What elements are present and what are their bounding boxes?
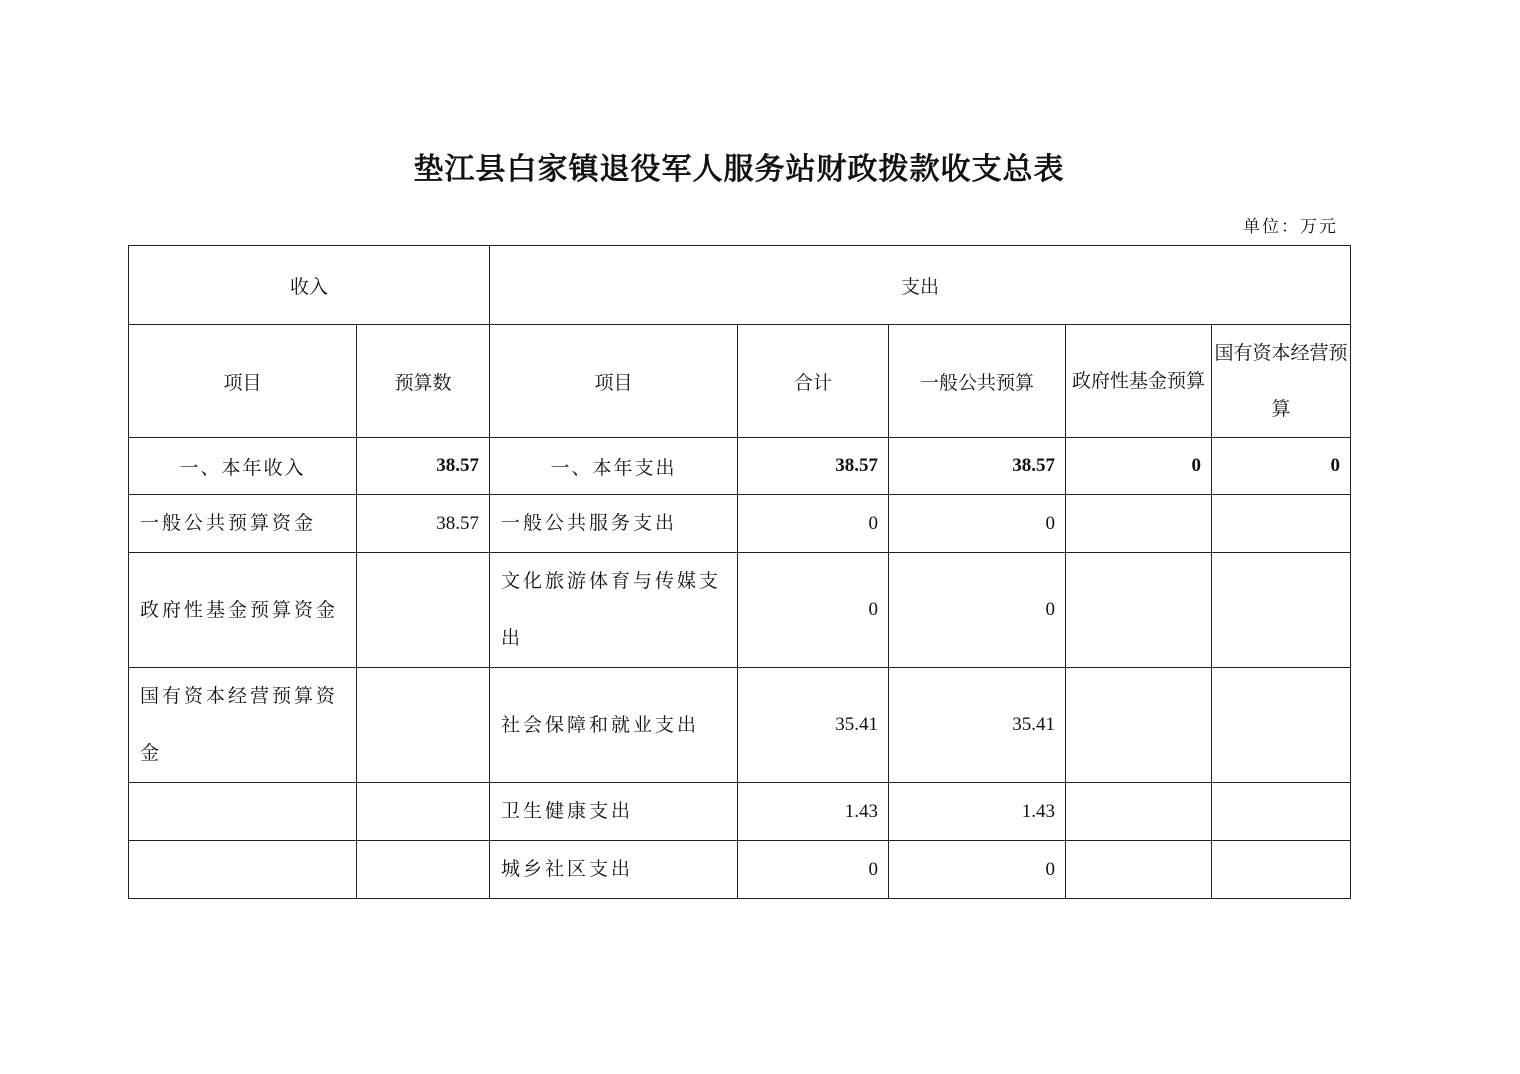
state-amount bbox=[1212, 553, 1351, 668]
general-amount: 35.41 bbox=[889, 668, 1066, 783]
state-amount bbox=[1212, 783, 1351, 841]
table-row bbox=[129, 553, 1351, 668]
state-amount: 0 bbox=[1212, 438, 1351, 495]
general-amount: 1.43 bbox=[889, 783, 1066, 841]
income-item: 政府性基金预算资金 bbox=[129, 553, 357, 668]
income-amount bbox=[357, 783, 490, 841]
col-header-expense-item: 项目 bbox=[490, 325, 738, 438]
col-header-fund: 政府性基金预算 bbox=[1066, 325, 1212, 438]
table-row bbox=[129, 495, 1351, 553]
col-header-total: 合计 bbox=[738, 325, 889, 438]
expense-item: 文化旅游体育与传媒支出 bbox=[490, 553, 738, 668]
section-header-row bbox=[129, 246, 1351, 325]
expense-item: 城乡社区支出 bbox=[490, 841, 738, 899]
total-amount: 1.43 bbox=[738, 783, 889, 841]
expense-header: 支出 bbox=[490, 246, 1351, 325]
general-amount: 0 bbox=[889, 495, 1066, 553]
fund-amount bbox=[1066, 495, 1212, 553]
col-header-budget: 预算数 bbox=[357, 325, 490, 438]
fund-amount bbox=[1066, 668, 1212, 783]
income-amount bbox=[357, 553, 490, 668]
col-header-general: 一般公共预算 bbox=[889, 325, 1066, 438]
fund-amount bbox=[1066, 553, 1212, 668]
general-amount: 0 bbox=[889, 553, 1066, 668]
general-amount: 38.57 bbox=[889, 438, 1066, 495]
total-amount: 35.41 bbox=[738, 668, 889, 783]
income-item: 一般公共预算资金 bbox=[129, 495, 357, 553]
table-row bbox=[129, 783, 1351, 841]
col-header-state: 国有资本经营预算 bbox=[1212, 325, 1351, 438]
col-header-income-item: 项目 bbox=[129, 325, 357, 438]
income-item bbox=[129, 783, 357, 841]
total-amount: 38.57 bbox=[738, 438, 889, 495]
income-header: 收入 bbox=[129, 246, 490, 325]
budget-table bbox=[128, 245, 1351, 899]
state-amount bbox=[1212, 668, 1351, 783]
unit-label: 单位：万元 bbox=[1243, 217, 1338, 237]
table-row bbox=[129, 438, 1351, 495]
total-amount: 0 bbox=[738, 841, 889, 899]
fund-amount bbox=[1066, 783, 1212, 841]
expense-item: 社会保障和就业支出 bbox=[490, 668, 738, 783]
table-row bbox=[129, 668, 1351, 783]
expense-item: 一、本年支出 bbox=[490, 438, 738, 495]
income-amount bbox=[357, 841, 490, 899]
fund-amount bbox=[1066, 841, 1212, 899]
state-amount bbox=[1212, 841, 1351, 899]
total-amount: 0 bbox=[738, 495, 889, 553]
page-title: 垫江县白家镇退役军人服务站财政拨款收支总表 bbox=[413, 152, 1065, 187]
income-item: 国有资本经营预算资金 bbox=[129, 668, 357, 783]
table-row bbox=[129, 841, 1351, 899]
income-amount: 38.57 bbox=[357, 438, 490, 495]
expense-item: 卫生健康支出 bbox=[490, 783, 738, 841]
column-header-row bbox=[129, 325, 1351, 438]
state-amount bbox=[1212, 495, 1351, 553]
income-amount bbox=[357, 668, 490, 783]
income-amount: 38.57 bbox=[357, 495, 490, 553]
fund-amount: 0 bbox=[1066, 438, 1212, 495]
income-item: 一、本年收入 bbox=[129, 438, 357, 495]
income-item bbox=[129, 841, 357, 899]
general-amount: 0 bbox=[889, 841, 1066, 899]
total-amount: 0 bbox=[738, 553, 889, 668]
expense-item: 一般公共服务支出 bbox=[490, 495, 738, 553]
